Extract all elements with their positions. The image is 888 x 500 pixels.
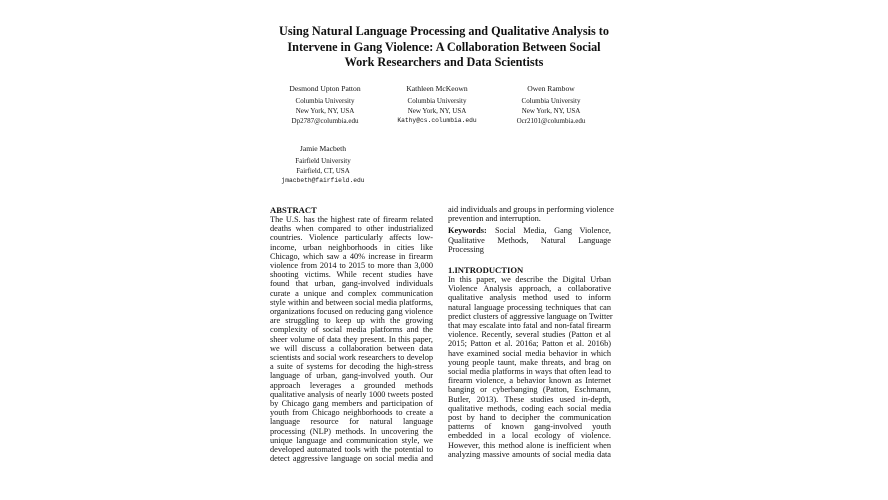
author-email: Ocr2101@columbia.edu (516, 117, 586, 125)
text-line: young people taunt, make threats, and brag on (448, 357, 611, 367)
abstract-continued-line: prevention and interruption. (448, 214, 541, 224)
author-block-2 (382, 83, 492, 126)
text-line: scientists and social work researchers to develop (270, 353, 433, 363)
text-line: have examined social media behavior in which (448, 348, 611, 358)
keywords-line: Qualitative Methods, Natural Language (448, 235, 611, 245)
author-name: Owen Rambow (527, 84, 575, 93)
text-line: sheer volume of data they present. In this paper, (270, 334, 433, 344)
keywords-line: Processing (448, 244, 484, 254)
text-line: processing (NLP) methods. In uncovering the (270, 426, 433, 436)
text-line: style within and between social media platforms, (270, 297, 433, 307)
text-line: that may escalate into fatal and non-fatal firearm (448, 321, 611, 331)
text-line: curate a unique and complex communication (270, 288, 433, 298)
text-line: analyzing massive amounts of social media data (448, 449, 611, 459)
text-line: The U.S. has the highest rate of firearm related (270, 215, 433, 224)
keywords-label: Keywords: (448, 226, 487, 236)
abstract-heading: ABSTRACT (270, 205, 317, 215)
text-line: qualitative analysis method used to inform (448, 293, 611, 303)
introduction-body (448, 275, 611, 459)
author-block-3 (496, 83, 606, 126)
text-line: qualitative methods, coding each social media (448, 403, 611, 413)
text-line: qualitative analysis of nearly 1000 tweets posted (270, 389, 433, 399)
text-line: embedded in a local ecology of violence. (448, 431, 611, 441)
author-affiliation: Columbia University (521, 97, 581, 105)
text-line: approach leverages a grounded methods (270, 380, 433, 390)
text-line: patterns of known gang-involved youth (448, 422, 611, 432)
text-line: organizations focused on reducing gang violence (270, 307, 433, 317)
text-line: banging or cyberbanging (Patton, Eschmann, (448, 385, 611, 395)
text-line: we will discuss a collaboration between data (270, 343, 433, 353)
abstract-continued-line: aid individuals and groups in performing violence (448, 205, 614, 214)
author-email: jmacbeth@fairfield.edu (281, 177, 365, 184)
author-name: Kathleen McKeown (406, 84, 468, 93)
text-line: violence. Recently, several studies (Patton et al (448, 330, 611, 340)
text-line: However, this method alone is inefficient when (448, 440, 611, 450)
text-line: In this paper, we describe the Digital Urban (448, 275, 611, 285)
text-line: natural language processing techniques that can (448, 302, 611, 312)
title-line-3: Work Researchers and Data Scientists (344, 55, 544, 69)
text-line: are struggling to keep up with the growing (270, 316, 433, 326)
text-line: countries. Violence particularly affects low- (270, 233, 433, 243)
text-line: developed automated tools with the potential to (270, 445, 433, 455)
text-line: deaths when compared to other industrialized (270, 224, 433, 234)
paper-title (230, 24, 658, 71)
text-line: violence from 2014 to 2015 to more than 3,000 (270, 261, 433, 271)
text-line: complexity of social media platforms and the (270, 325, 433, 335)
abstract-body (270, 215, 433, 463)
text-line: Butler, 2013). These studies used in-depth, (448, 394, 611, 404)
author-block-1 (270, 83, 380, 126)
text-line: a suite of systems for decoding the high-stress (270, 362, 433, 372)
author-affiliation: Columbia University (295, 97, 355, 105)
keywords-text: Social Media, Gang Violence, (495, 226, 611, 236)
text-line: Violence Analysis approach, a collaborative (448, 284, 611, 294)
text-line: 2015; Patton et al. 2016a; Patton et al. 2016b) (448, 339, 611, 349)
introduction-heading: 1.INTRODUCTION (448, 265, 524, 276)
author-affiliation: Columbia University (407, 97, 467, 105)
title-line-1: Using Natural Language Processing and Qualitative Analysis to (279, 24, 609, 38)
text-line: post by hand to decipher the communication (448, 413, 611, 423)
author-name: Jamie Macbeth (299, 144, 347, 153)
text-line: predict clusters of aggressive language on Twitter (448, 311, 613, 321)
author-location: New York, NY, USA (295, 107, 355, 115)
text-line: Chicago, which saw a 40% increase in firearm (270, 251, 433, 261)
text-line: by Chicago gang members and participation of (270, 399, 433, 409)
text-line: detect aggressive language on social media and (270, 454, 433, 464)
author-location: New York, NY, USA (407, 107, 467, 115)
text-line: youth from Chicago neighborhoods to create a (270, 408, 433, 418)
right-column (448, 205, 614, 459)
author-email: Kathy@cs.columbia.edu (397, 117, 477, 124)
text-line: social media platforms in ways that often lead to (448, 367, 611, 377)
author-location: Fairfield, CT, USA (296, 167, 350, 175)
keywords-line (448, 226, 611, 235)
text-line: income, urban neighborhoods in cities like (270, 242, 433, 252)
author-email: Dp2787@columbia.edu (291, 117, 359, 125)
author-name: Desmond Upton Patton (289, 84, 361, 93)
text-line: language resource for natural language (270, 417, 433, 427)
text-line: found that urban, gang-involved individuals (270, 279, 433, 289)
author-affiliation: Fairfield University (295, 157, 351, 165)
text-line: language of urban, gang-involved youth. Our (270, 371, 433, 381)
author-location: New York, NY, USA (521, 107, 581, 115)
text-line: unique language and communication style, we (270, 435, 433, 445)
text-line: firearm violence, a behavior known as Internet (448, 376, 611, 386)
left-column (270, 205, 433, 463)
author-block-4 (268, 143, 378, 186)
title-line-2: Intervene in Gang Violence: A Collaboration Between Social (287, 39, 601, 54)
text-line: shooting victims. While recent studies have (270, 270, 433, 280)
